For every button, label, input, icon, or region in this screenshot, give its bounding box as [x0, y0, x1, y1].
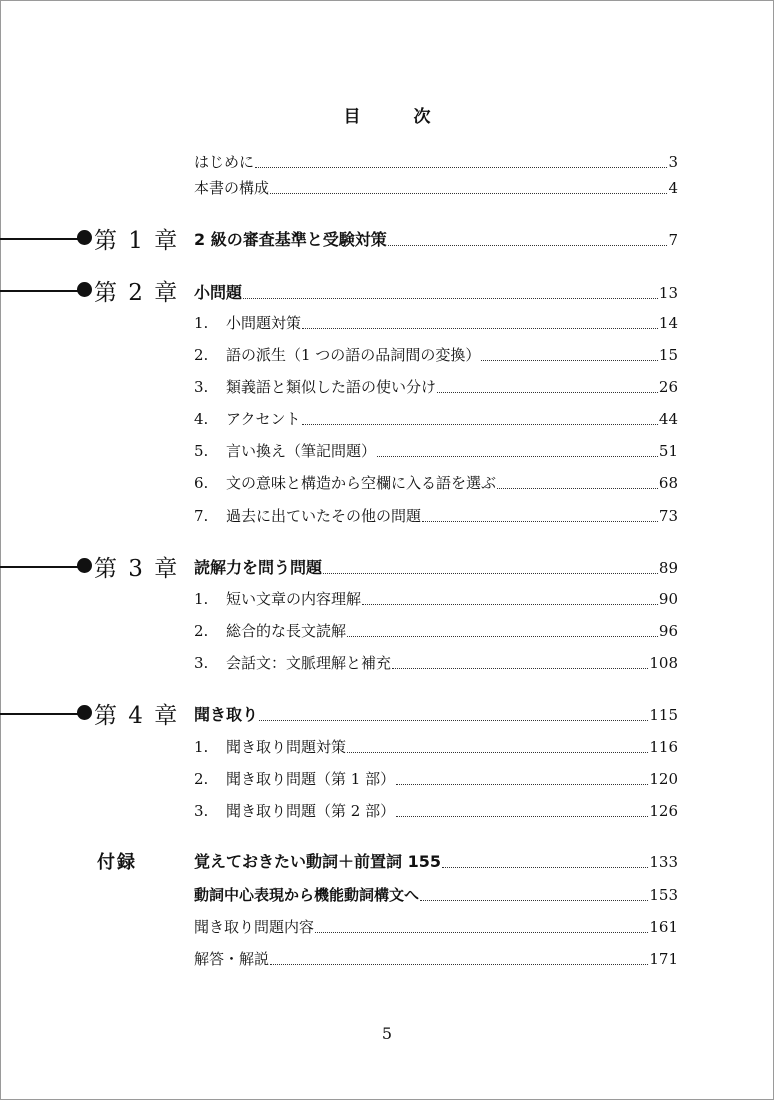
toc-entry-label: 聞き取り問題内容 — [194, 918, 315, 936]
leader-dots — [481, 360, 658, 361]
chapter-label: 第 3 章 — [94, 556, 180, 582]
bullet-icon — [77, 282, 92, 297]
toc-section[interactable] — [194, 621, 678, 641]
toc-section[interactable] — [194, 345, 678, 365]
leader-dots — [302, 328, 658, 329]
toc-page-number: 26 — [658, 378, 678, 396]
toc-appendix-entry[interactable] — [194, 885, 678, 905]
toc-page-number: 7 — [668, 231, 678, 249]
leader-dots — [392, 668, 648, 669]
section-number: 5. — [194, 442, 209, 460]
toc-entry-structure[interactable] — [194, 178, 678, 198]
toc-entry-label: 語の派生（1 つの語の品詞間の変換） — [226, 346, 481, 364]
toc-section[interactable] — [194, 377, 678, 397]
leader-dots — [347, 752, 648, 753]
toc-entry-label: 本書の構成 — [194, 179, 270, 197]
toc-section[interactable] — [194, 653, 678, 673]
toc-page-number: 116 — [649, 738, 678, 756]
bullet-icon — [77, 705, 92, 720]
chapter-label: 第 4 章 — [94, 703, 180, 729]
section-number: 4. — [194, 410, 209, 428]
toc-page-number: 51 — [658, 442, 678, 460]
leader-dots — [259, 720, 648, 721]
leader-dots — [420, 900, 648, 901]
leader-dots — [442, 867, 648, 868]
toc-page-number: 14 — [658, 314, 678, 332]
toc-page-number: 161 — [649, 918, 678, 936]
leader-dots — [323, 573, 658, 574]
chapter-4-marker — [0, 699, 190, 729]
section-number: 6. — [194, 474, 209, 492]
toc-section[interactable] — [194, 441, 678, 461]
toc-page-number: 44 — [658, 410, 678, 428]
chapter-rule — [0, 566, 78, 568]
toc-page-number: 3 — [668, 153, 678, 171]
leader-dots — [377, 456, 658, 457]
section-number: 3. — [194, 654, 209, 672]
chapter-rule — [0, 290, 78, 292]
chapter-3-marker — [0, 552, 190, 582]
toc-appendix-entry[interactable] — [194, 949, 678, 969]
chapter-label: 第 1 章 — [94, 228, 180, 254]
toc-entry-label: 短い文章の内容理解 — [226, 590, 362, 608]
toc-entry-label: 総合的な長文読解 — [226, 622, 347, 640]
section-number: 2. — [194, 346, 209, 364]
leader-dots — [362, 604, 658, 605]
section-number: 7. — [194, 507, 209, 525]
section-number: 3. — [194, 802, 209, 820]
leader-dots — [497, 488, 658, 489]
toc-page-number: 90 — [658, 590, 678, 608]
toc-appendix-entry[interactable] — [194, 917, 678, 937]
toc-entry-label: 聞き取り問題対策 — [226, 738, 347, 756]
toc-page-number: 96 — [658, 622, 678, 640]
toc-section[interactable] — [194, 737, 678, 757]
toc-entry-label: アクセント — [226, 410, 301, 428]
toc-page-number: 108 — [649, 654, 678, 672]
chapter-2-marker — [0, 276, 190, 306]
toc-chapter-4[interactable] — [194, 705, 678, 725]
chapter-1-marker — [0, 224, 190, 254]
toc-section[interactable] — [194, 801, 678, 821]
bullet-icon — [77, 558, 92, 573]
bullet-icon — [77, 230, 92, 245]
toc-entry-label: 聞き取り — [194, 705, 259, 724]
toc-entry-label: 覚えておきたい動詞＋前置詞 155 — [194, 852, 441, 871]
toc-page-number: 133 — [649, 853, 678, 871]
leader-dots — [302, 424, 658, 425]
toc-chapter-3[interactable] — [194, 558, 678, 578]
leader-dots — [396, 816, 648, 817]
chapter-label: 第 2 章 — [94, 280, 180, 306]
toc-page-number: 171 — [649, 950, 678, 968]
toc-entry-label: 過去に出ていたその他の問題 — [226, 507, 422, 525]
toc-page-number: 68 — [658, 474, 678, 492]
toc-entry-preface[interactable] — [194, 152, 678, 172]
toc-section[interactable] — [194, 409, 678, 429]
toc-entry-label: 解答・解説 — [194, 950, 270, 968]
page-title: 目 次 — [343, 107, 449, 127]
toc-entry-label: 会話文：文脈理解と補充 — [226, 654, 392, 672]
toc-entry-label: 聞き取り問題（第 1 部） — [226, 770, 396, 788]
toc-entry-label: 聞き取り問題（第 2 部） — [226, 802, 396, 820]
chapter-rule — [0, 713, 78, 715]
section-number: 1. — [194, 314, 209, 332]
leader-dots — [270, 964, 648, 965]
leader-dots — [422, 521, 658, 522]
toc-page-number: 15 — [658, 346, 678, 364]
leader-dots — [270, 193, 667, 194]
toc-section[interactable] — [194, 313, 678, 333]
toc-page-number: 4 — [668, 179, 678, 197]
toc-entry-label: 類義語と類似した語の使い分け — [226, 378, 437, 396]
chapter-rule — [0, 238, 78, 240]
toc-chapter-2[interactable] — [194, 283, 678, 303]
leader-dots — [243, 298, 658, 299]
toc-page-number: 153 — [649, 886, 678, 904]
toc-page-number: 89 — [658, 559, 678, 577]
toc-page-number: 115 — [649, 706, 678, 724]
appendix-label: 付録 — [97, 852, 137, 873]
leader-dots — [255, 167, 667, 168]
toc-entry-label: 文の意味と構造から空欄に入る語を選ぶ — [226, 474, 497, 492]
toc-section[interactable] — [194, 589, 678, 609]
toc-entry-label: はじめに — [194, 153, 255, 171]
toc-page-number: 126 — [649, 802, 678, 820]
toc-section[interactable] — [194, 506, 678, 526]
section-number: 1. — [194, 590, 209, 608]
leader-dots — [315, 932, 648, 933]
toc-page-number: 13 — [658, 284, 678, 302]
toc-entry-label: 小問題対策 — [226, 314, 302, 332]
toc-section[interactable] — [194, 473, 678, 493]
section-number: 3. — [194, 378, 209, 396]
toc-entry-label: 動詞中心表現から機能動詞構文へ — [194, 886, 420, 904]
section-number: 2. — [194, 622, 209, 640]
leader-dots — [388, 245, 668, 246]
toc-section[interactable] — [194, 769, 678, 789]
section-number: 1. — [194, 738, 209, 756]
page-number: 5 — [381, 1024, 393, 1043]
section-number: 2. — [194, 770, 209, 788]
toc-entry-label: 読解力を問う問題 — [194, 558, 323, 577]
toc-page-number: 120 — [649, 770, 678, 788]
leader-dots — [396, 784, 648, 785]
toc-entry-label: 言い換え（筆記問題） — [226, 442, 377, 460]
toc-page-number: 73 — [658, 507, 678, 525]
toc-appendix-entry[interactable] — [194, 852, 678, 872]
toc-entry-label: 2 級の審査基準と受験対策 — [194, 230, 387, 249]
leader-dots — [437, 392, 658, 393]
leader-dots — [347, 636, 658, 637]
toc-chapter-1[interactable] — [194, 230, 678, 250]
toc-entry-label: 小問題 — [194, 283, 243, 302]
